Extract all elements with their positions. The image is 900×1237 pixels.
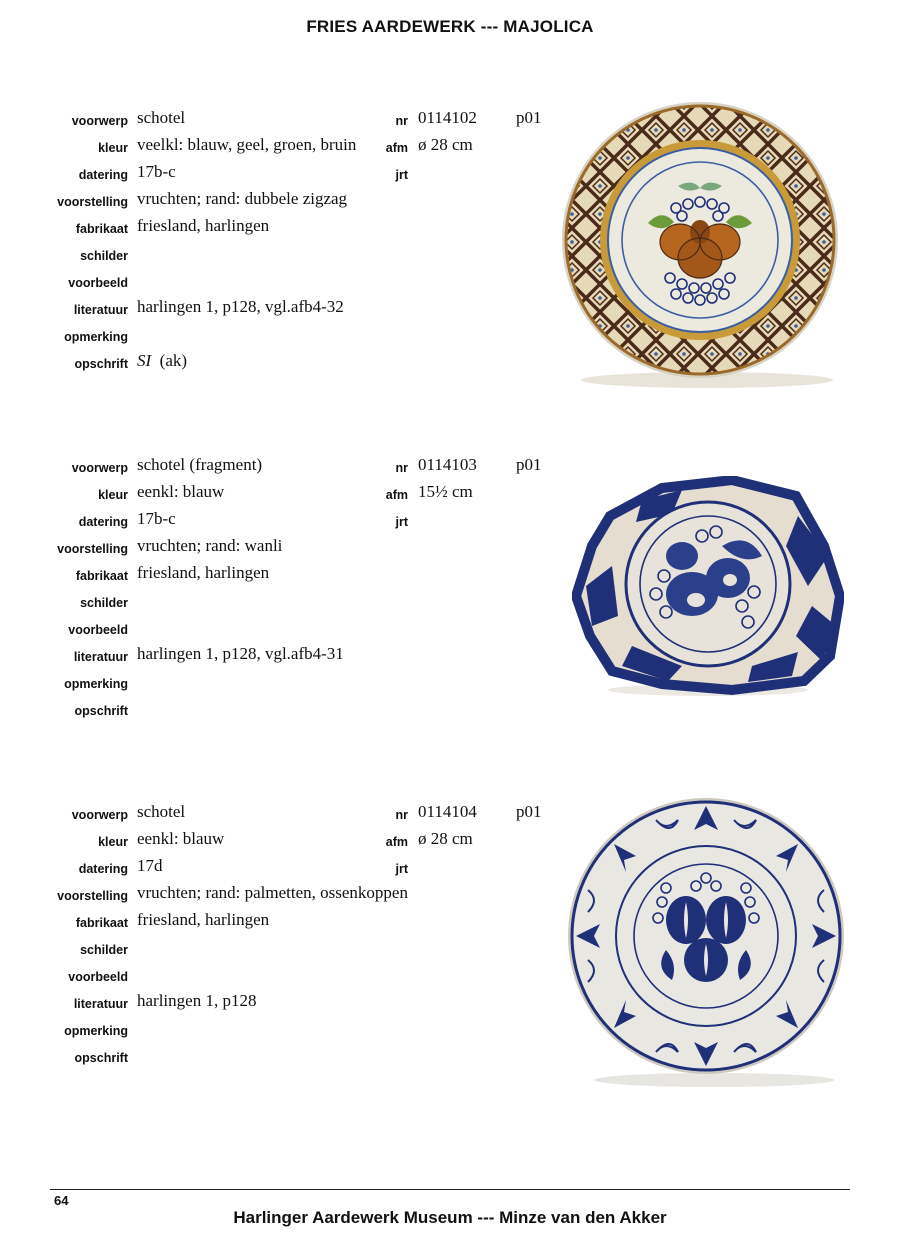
value-nr: 0114102 bbox=[418, 108, 477, 127]
label-voorstelling: voorstelling bbox=[57, 195, 128, 209]
label-literatuur: literatuur bbox=[73, 303, 128, 317]
label-nr: nr bbox=[395, 114, 408, 128]
label-datering: datering bbox=[78, 168, 128, 182]
label-datering: datering bbox=[78, 515, 128, 529]
label-fabrikaat: fabrikaat bbox=[75, 569, 128, 583]
value-datering: 17b-c bbox=[137, 162, 176, 181]
value-voorstelling: vruchten; rand: wanli bbox=[137, 536, 283, 555]
label-afm: afm bbox=[385, 141, 408, 155]
opschrift-note: (ak) bbox=[159, 351, 188, 370]
label-jrt: jrt bbox=[395, 515, 408, 529]
page-title: FRIES AARDEWERK --- MAJOLICA bbox=[306, 17, 594, 36]
label-afm: afm bbox=[385, 835, 408, 849]
value-afm: 15½ cm bbox=[418, 482, 473, 501]
label-jrt: jrt bbox=[395, 168, 408, 182]
label-voorbeeld: voorbeeld bbox=[68, 276, 128, 290]
label-opmerking: opmerking bbox=[64, 677, 128, 691]
value-afm: ø 28 cm bbox=[418, 829, 473, 848]
value-nr: 0114104 bbox=[418, 802, 477, 821]
value-voorwerp: schotel bbox=[137, 802, 186, 821]
value-afm: ø 28 cm bbox=[418, 135, 473, 154]
value-page-ref: p01 bbox=[516, 455, 542, 474]
value-opschrift bbox=[137, 351, 187, 371]
label-opschrift: opschrift bbox=[74, 704, 128, 718]
blue-plate-photo bbox=[566, 790, 852, 1090]
label-schilder: schilder bbox=[80, 943, 128, 957]
value-fabrikaat: friesland, harlingen bbox=[137, 216, 270, 235]
label-kleur: kleur bbox=[98, 141, 128, 155]
value-kleur: eenkl: blauw bbox=[137, 482, 225, 501]
value-page-ref: p01 bbox=[516, 802, 542, 821]
value-literatuur: harlingen 1, p128, vgl.afb4-32 bbox=[137, 297, 344, 316]
label-voorstelling: voorstelling bbox=[57, 889, 128, 903]
label-schilder: schilder bbox=[80, 596, 128, 610]
label-voorbeeld: voorbeeld bbox=[68, 623, 128, 637]
label-kleur: kleur bbox=[98, 488, 128, 502]
label-schilder: schilder bbox=[80, 249, 128, 263]
opschrift-mark: SI bbox=[137, 351, 152, 370]
label-opschrift: opschrift bbox=[74, 357, 128, 371]
label-afm: afm bbox=[385, 488, 408, 502]
label-opschrift: opschrift bbox=[74, 1051, 128, 1065]
label-voorwerp: voorwerp bbox=[71, 808, 128, 822]
value-fabrikaat: friesland, harlingen bbox=[137, 910, 270, 929]
label-opmerking: opmerking bbox=[64, 330, 128, 344]
label-nr: nr bbox=[395, 808, 408, 822]
label-voorwerp: voorwerp bbox=[71, 114, 128, 128]
value-voorwerp: schotel (fragment) bbox=[137, 455, 263, 474]
label-jrt: jrt bbox=[395, 862, 408, 876]
value-literatuur: harlingen 1, p128 bbox=[137, 991, 257, 1010]
value-voorstelling: vruchten; rand: dubbele zigzag bbox=[137, 189, 348, 208]
value-fabrikaat: friesland, harlingen bbox=[137, 563, 270, 582]
label-fabrikaat: fabrikaat bbox=[75, 222, 128, 236]
footer-rule bbox=[50, 1189, 850, 1190]
polychrome-plate-photo bbox=[558, 88, 850, 394]
value-voorstelling: vruchten; rand: palmetten, ossenkoppen bbox=[137, 883, 408, 902]
label-fabrikaat: fabrikaat bbox=[75, 916, 128, 930]
value-page-ref: p01 bbox=[516, 108, 542, 127]
label-voorwerp: voorwerp bbox=[71, 461, 128, 475]
value-kleur: eenkl: blauw bbox=[137, 829, 225, 848]
label-literatuur: literatuur bbox=[73, 650, 128, 664]
value-datering: 17d bbox=[137, 856, 163, 875]
label-datering: datering bbox=[78, 862, 128, 876]
label-voorstelling: voorstelling bbox=[57, 542, 128, 556]
value-literatuur: harlingen 1, p128, vgl.afb4-31 bbox=[137, 644, 344, 663]
label-voorbeeld: voorbeeld bbox=[68, 970, 128, 984]
footer-text: Harlinger Aardewerk Museum --- Minze van den Akker bbox=[233, 1208, 667, 1227]
label-nr: nr bbox=[395, 461, 408, 475]
value-voorwerp: schotel bbox=[137, 108, 186, 127]
value-nr: 0114103 bbox=[418, 455, 477, 474]
label-kleur: kleur bbox=[98, 835, 128, 849]
value-datering: 17b-c bbox=[137, 509, 176, 528]
page-number: 64 bbox=[54, 1193, 69, 1208]
label-opmerking: opmerking bbox=[64, 1024, 128, 1038]
blue-fragment-plate-photo bbox=[572, 476, 844, 698]
label-literatuur: literatuur bbox=[73, 997, 128, 1011]
value-kleur: veelkl: blauw, geel, groen, bruin bbox=[137, 135, 357, 154]
